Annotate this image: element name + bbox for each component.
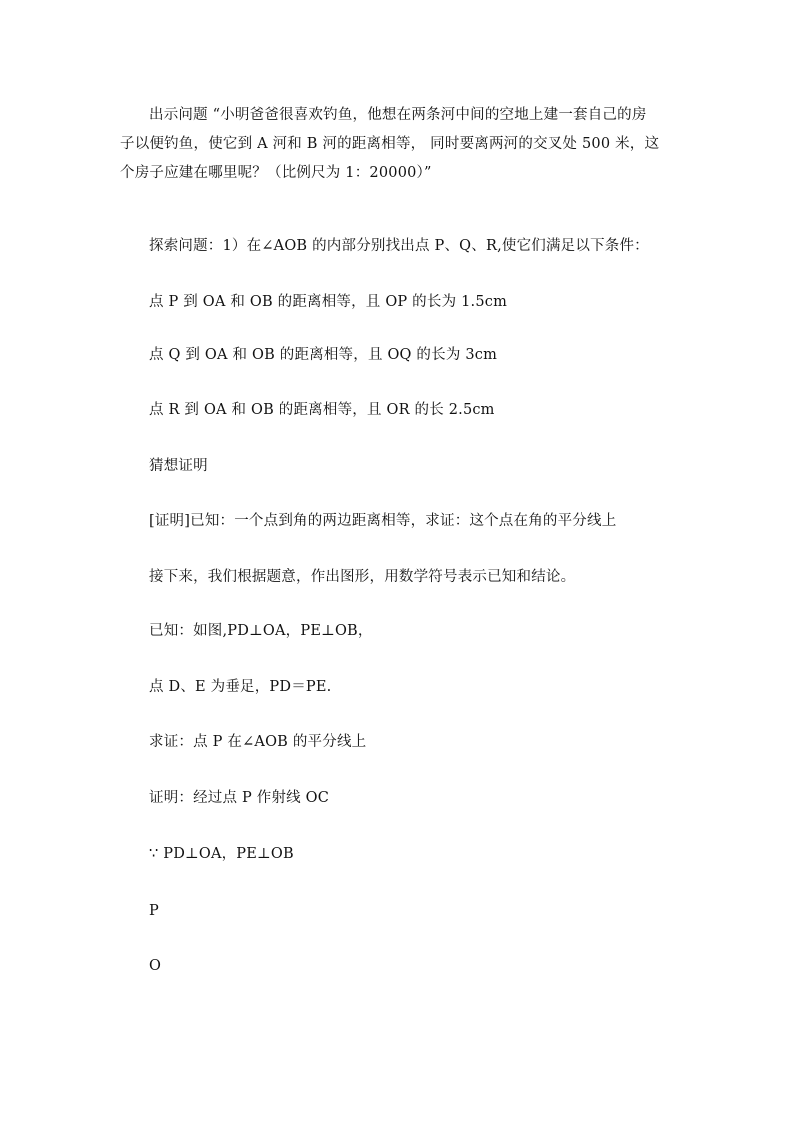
condition-q-line: 点 Q 到 OA 和 OB 的距离相等，且 OQ 的长为 3cm [149, 347, 498, 363]
proof-statement-line: [证明]已知：一个点到角的两边距离相等，求证：这个点在角的平分线上 [149, 513, 617, 529]
label-p: P [149, 903, 159, 919]
next-step-line: 接下来，我们根据题意，作出图形，用数学符号表示已知和结论。 [149, 569, 576, 585]
label-o: O [149, 958, 162, 974]
explore-question-line: 探索问题：1）在∠AOB 的内部分别找出点 P、Q、R,使它们满足以下条件： [149, 238, 649, 254]
condition-p-line: 点 P 到 OA 和 OB 的距离相等，且 OP 的长为 1.5cm [149, 294, 508, 310]
proof-start-line: 证明：经过点 P 作射线 OC [149, 790, 330, 806]
conjecture-heading: 猜想证明 [149, 458, 208, 474]
condition-r-line: 点 R 到 OA 和 OB 的距离相等，且 OR 的长 2.5cm [149, 402, 495, 418]
because-line: ∵ PD⊥OA，PE⊥OB [149, 846, 294, 862]
given-line: 已知：如图,PD⊥OA，PE⊥OB， [149, 623, 373, 639]
intro-paragraph: 出示问题 “小明爸爸很喜欢钓鱼，他想在两条河中间的空地上建一套自己的房子以便钓鱼，使它到 A 河和 B 河的距离相等， 同时要离两河的交叉处 500 米，这个房子应建在哪里呢？（比例尺为 1：20000）” [120, 107, 660, 181]
prove-line: 求证：点 P 在∠AOB 的平分线上 [149, 734, 367, 750]
feet-line: 点 D、E 为垂足，PD＝PE. [149, 679, 332, 695]
